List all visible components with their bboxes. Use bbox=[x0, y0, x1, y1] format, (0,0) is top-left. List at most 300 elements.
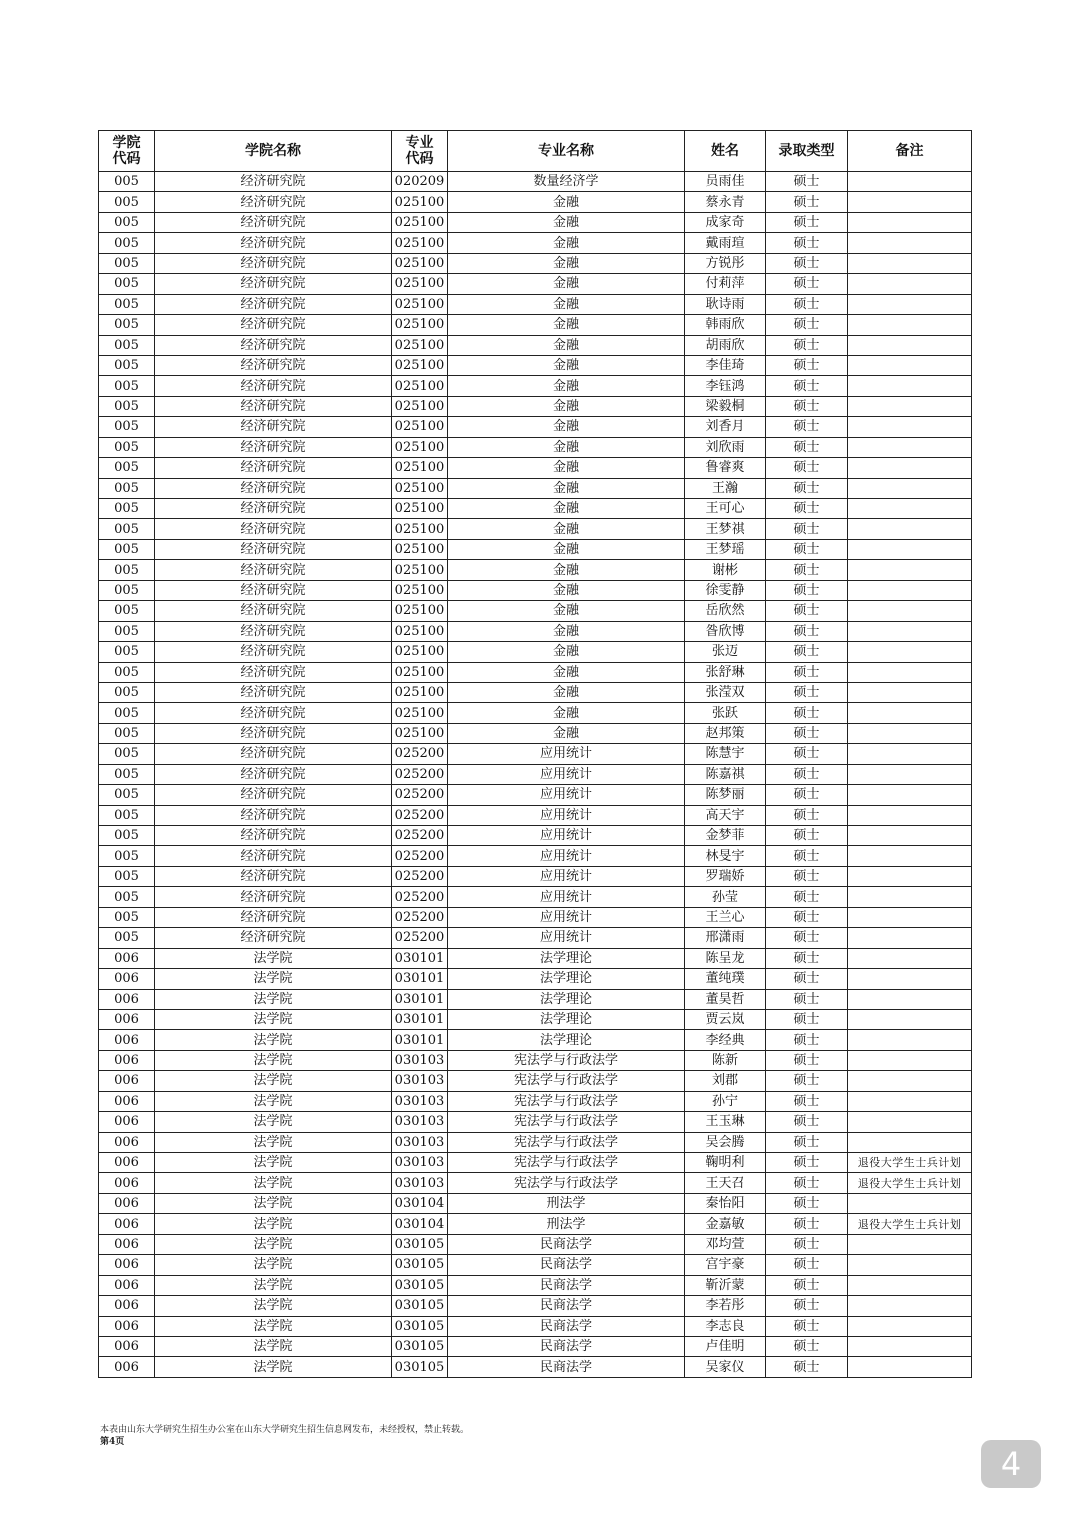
table-header-row bbox=[99, 131, 972, 172]
college-name-cell: 法学院 bbox=[155, 1275, 392, 1295]
table-row bbox=[99, 1009, 972, 1029]
college-name-cell: 法学院 bbox=[155, 1071, 392, 1091]
college-code-cell: 006 bbox=[99, 1173, 155, 1193]
admission-type-cell: 硕士 bbox=[766, 785, 848, 805]
remarks-cell bbox=[848, 723, 972, 743]
college-name-cell: 经济研究院 bbox=[155, 907, 392, 927]
remarks-cell: 退役大学生士兵计划 bbox=[848, 1214, 972, 1234]
table-row bbox=[99, 785, 972, 805]
table-row bbox=[99, 1153, 972, 1173]
major-code-cell: 030103 bbox=[392, 1132, 448, 1152]
major-name-cell: 金融 bbox=[448, 703, 685, 723]
table-row bbox=[99, 887, 972, 907]
college-name-cell: 经济研究院 bbox=[155, 703, 392, 723]
college-code-cell: 006 bbox=[99, 1275, 155, 1295]
major-code-cell: 025100 bbox=[392, 478, 448, 498]
major-name-cell: 应用统计 bbox=[448, 764, 685, 784]
college-code-cell: 005 bbox=[99, 928, 155, 948]
table-row bbox=[99, 928, 972, 948]
college-name-cell: 经济研究院 bbox=[155, 682, 392, 702]
college-name-cell: 经济研究院 bbox=[155, 478, 392, 498]
footer bbox=[100, 1424, 469, 1448]
remarks-cell bbox=[848, 601, 972, 621]
major-name-cell: 民商法学 bbox=[448, 1255, 685, 1275]
student-name-cell: 梁毅桐 bbox=[685, 396, 766, 416]
remarks-cell bbox=[848, 989, 972, 1009]
major-name-cell: 宪法学与行政法学 bbox=[448, 1071, 685, 1091]
admission-type-cell: 硕士 bbox=[766, 1316, 848, 1336]
major-name-cell: 宪法学与行政法学 bbox=[448, 1153, 685, 1173]
college-name-cell: 经济研究院 bbox=[155, 866, 392, 886]
major-name-cell: 应用统计 bbox=[448, 846, 685, 866]
remarks-cell bbox=[848, 928, 972, 948]
college-name-cell: 法学院 bbox=[155, 1112, 392, 1132]
major-code-cell: 025200 bbox=[392, 785, 448, 805]
table-row bbox=[99, 907, 972, 927]
major-name-cell: 民商法学 bbox=[448, 1336, 685, 1356]
college-code-cell: 006 bbox=[99, 948, 155, 968]
major-code-cell: 025200 bbox=[392, 866, 448, 886]
major-name-cell: 宪法学与行政法学 bbox=[448, 1112, 685, 1132]
major-code-cell: 030105 bbox=[392, 1275, 448, 1295]
admission-type-cell: 硕士 bbox=[766, 1132, 848, 1152]
admission-type-cell: 硕士 bbox=[766, 294, 848, 314]
major-name-cell: 刑法学 bbox=[448, 1214, 685, 1234]
college-code-cell: 005 bbox=[99, 396, 155, 416]
remarks-cell bbox=[848, 682, 972, 702]
admission-type-cell: 硕士 bbox=[766, 212, 848, 232]
student-name-cell: 蔡永青 bbox=[685, 192, 766, 212]
admission-type-cell: 硕士 bbox=[766, 1296, 848, 1316]
footer-notice: 本表由山东大学研究生招生办公室在山东大学研究生招生信息网发布，未经授权，禁止转载。 bbox=[100, 1425, 470, 1435]
college-name-cell: 法学院 bbox=[155, 1009, 392, 1029]
admission-type-cell: 硕士 bbox=[766, 192, 848, 212]
major-code-cell: 030105 bbox=[392, 1234, 448, 1254]
remarks-cell: 退役大学生士兵计划 bbox=[848, 1153, 972, 1173]
table-row bbox=[99, 519, 972, 539]
college-name-cell: 法学院 bbox=[155, 1050, 392, 1070]
table-row bbox=[99, 1091, 972, 1111]
admission-type-cell: 硕士 bbox=[766, 437, 848, 457]
college-code-cell: 006 bbox=[99, 1357, 155, 1377]
admission-type-cell: 硕士 bbox=[766, 274, 848, 294]
admission-type-cell: 硕士 bbox=[766, 601, 848, 621]
major-name-cell: 金融 bbox=[448, 539, 685, 559]
admission-type-cell: 硕士 bbox=[766, 1193, 848, 1213]
major-name-cell: 金融 bbox=[448, 601, 685, 621]
major-code-cell: 025100 bbox=[392, 376, 448, 396]
table-row bbox=[99, 355, 972, 375]
table-row bbox=[99, 396, 972, 416]
major-name-cell: 应用统计 bbox=[448, 928, 685, 948]
major-code-cell: 030105 bbox=[392, 1296, 448, 1316]
admission-type-cell: 硕士 bbox=[766, 580, 848, 600]
major-name-cell: 金融 bbox=[448, 642, 685, 662]
major-code-cell: 025100 bbox=[392, 274, 448, 294]
college-code-cell: 005 bbox=[99, 744, 155, 764]
remarks-cell: 退役大学生士兵计划 bbox=[848, 1173, 972, 1193]
student-name-cell: 邓均萱 bbox=[685, 1234, 766, 1254]
remarks-cell bbox=[848, 417, 972, 437]
student-name-cell: 李志良 bbox=[685, 1316, 766, 1336]
admission-type-cell: 硕士 bbox=[766, 560, 848, 580]
student-name-cell: 陈梦丽 bbox=[685, 785, 766, 805]
college-name-cell: 经济研究院 bbox=[155, 192, 392, 212]
major-code-cell: 030101 bbox=[392, 1030, 448, 1050]
admission-type-cell: 硕士 bbox=[766, 682, 848, 702]
header-major-code: 专业 代码 bbox=[392, 131, 448, 172]
remarks-cell bbox=[848, 1316, 972, 1336]
student-name-cell: 胡雨欣 bbox=[685, 335, 766, 355]
college-name-cell: 经济研究院 bbox=[155, 539, 392, 559]
table-row bbox=[99, 458, 972, 478]
table-row bbox=[99, 478, 972, 498]
major-name-cell: 金融 bbox=[448, 437, 685, 457]
table-row bbox=[99, 826, 972, 846]
table-row bbox=[99, 172, 972, 192]
remarks-cell bbox=[848, 212, 972, 232]
college-code-cell: 006 bbox=[99, 969, 155, 989]
remarks-cell bbox=[848, 1255, 972, 1275]
college-name-cell: 经济研究院 bbox=[155, 355, 392, 375]
major-code-cell: 025200 bbox=[392, 744, 448, 764]
admission-type-cell: 硕士 bbox=[766, 723, 848, 743]
table-row bbox=[99, 1234, 972, 1254]
major-code-cell: 030101 bbox=[392, 989, 448, 1009]
college-name-cell: 经济研究院 bbox=[155, 560, 392, 580]
admission-type-cell: 硕士 bbox=[766, 1357, 848, 1377]
college-code-cell: 006 bbox=[99, 1050, 155, 1070]
major-code-cell: 030101 bbox=[392, 969, 448, 989]
major-name-cell: 应用统计 bbox=[448, 744, 685, 764]
admission-type-cell: 硕士 bbox=[766, 846, 848, 866]
college-code-cell: 005 bbox=[99, 560, 155, 580]
major-name-cell: 民商法学 bbox=[448, 1296, 685, 1316]
table-row bbox=[99, 1050, 972, 1070]
student-name-cell: 孙莹 bbox=[685, 887, 766, 907]
admission-type-cell: 硕士 bbox=[766, 376, 848, 396]
admission-type-cell: 硕士 bbox=[766, 1336, 848, 1356]
table-row bbox=[99, 1214, 972, 1234]
college-code-cell: 005 bbox=[99, 376, 155, 396]
student-name-cell: 方锐彤 bbox=[685, 253, 766, 273]
student-name-cell: 李若彤 bbox=[685, 1296, 766, 1316]
table-row bbox=[99, 723, 972, 743]
major-code-cell: 025100 bbox=[392, 294, 448, 314]
header-remarks: 备注 bbox=[848, 131, 972, 172]
remarks-cell bbox=[848, 253, 972, 273]
student-name-cell: 徐雯静 bbox=[685, 580, 766, 600]
student-name-cell: 王兰心 bbox=[685, 907, 766, 927]
remarks-cell bbox=[848, 703, 972, 723]
major-code-cell: 025100 bbox=[392, 253, 448, 273]
college-name-cell: 法学院 bbox=[155, 1255, 392, 1275]
college-code-cell: 005 bbox=[99, 315, 155, 335]
college-name-cell: 法学院 bbox=[155, 969, 392, 989]
college-name-cell: 经济研究院 bbox=[155, 315, 392, 335]
remarks-cell bbox=[848, 396, 972, 416]
major-code-cell: 025200 bbox=[392, 887, 448, 907]
major-code-cell: 030103 bbox=[392, 1091, 448, 1111]
major-name-cell: 数量经济学 bbox=[448, 172, 685, 192]
admission-type-cell: 硕士 bbox=[766, 989, 848, 1009]
admission-type-cell: 硕士 bbox=[766, 499, 848, 519]
major-name-cell: 法学理论 bbox=[448, 948, 685, 968]
table-row bbox=[99, 1132, 972, 1152]
remarks-cell bbox=[848, 621, 972, 641]
table-row bbox=[99, 499, 972, 519]
table-row bbox=[99, 417, 972, 437]
major-code-cell: 025200 bbox=[392, 764, 448, 784]
college-name-cell: 经济研究院 bbox=[155, 621, 392, 641]
student-name-cell: 李经典 bbox=[685, 1030, 766, 1050]
major-code-cell: 030105 bbox=[392, 1357, 448, 1377]
admission-type-cell: 硕士 bbox=[766, 458, 848, 478]
table-row bbox=[99, 621, 972, 641]
admission-type-cell: 硕士 bbox=[766, 1091, 848, 1111]
student-name-cell: 孙宁 bbox=[685, 1091, 766, 1111]
major-name-cell: 金融 bbox=[448, 417, 685, 437]
admission-type-cell: 硕士 bbox=[766, 764, 848, 784]
student-name-cell: 张滢双 bbox=[685, 682, 766, 702]
college-name-cell: 经济研究院 bbox=[155, 396, 392, 416]
remarks-cell bbox=[848, 785, 972, 805]
admission-type-cell: 硕士 bbox=[766, 642, 848, 662]
college-code-cell: 005 bbox=[99, 662, 155, 682]
admission-type-cell: 硕士 bbox=[766, 253, 848, 273]
college-name-cell: 经济研究院 bbox=[155, 212, 392, 232]
college-code-cell: 006 bbox=[99, 1091, 155, 1111]
major-name-cell: 民商法学 bbox=[448, 1357, 685, 1377]
major-name-cell: 应用统计 bbox=[448, 826, 685, 846]
major-name-cell: 金融 bbox=[448, 499, 685, 519]
college-code-cell: 005 bbox=[99, 233, 155, 253]
admission-type-cell: 硕士 bbox=[766, 1112, 848, 1132]
major-code-cell: 025100 bbox=[392, 355, 448, 375]
college-code-cell: 005 bbox=[99, 907, 155, 927]
admission-type-cell: 硕士 bbox=[766, 1275, 848, 1295]
college-code-cell: 006 bbox=[99, 1234, 155, 1254]
table-row bbox=[99, 1193, 972, 1213]
admission-type-cell: 硕士 bbox=[766, 1173, 848, 1193]
table-row bbox=[99, 539, 972, 559]
table-row bbox=[99, 580, 972, 600]
remarks-cell bbox=[848, 478, 972, 498]
major-code-cell: 025200 bbox=[392, 846, 448, 866]
college-code-cell: 005 bbox=[99, 682, 155, 702]
table-row bbox=[99, 1255, 972, 1275]
college-code-cell: 005 bbox=[99, 723, 155, 743]
admission-type-cell: 硕士 bbox=[766, 233, 848, 253]
table-row bbox=[99, 192, 972, 212]
college-name-cell: 经济研究院 bbox=[155, 437, 392, 457]
table-row bbox=[99, 1112, 972, 1132]
college-name-cell: 经济研究院 bbox=[155, 928, 392, 948]
major-name-cell: 刑法学 bbox=[448, 1193, 685, 1213]
college-name-cell: 经济研究院 bbox=[155, 376, 392, 396]
table-row bbox=[99, 805, 972, 825]
major-name-cell: 金融 bbox=[448, 355, 685, 375]
student-name-cell: 刘郡 bbox=[685, 1071, 766, 1091]
major-name-cell: 金融 bbox=[448, 233, 685, 253]
college-name-cell: 经济研究院 bbox=[155, 580, 392, 600]
admission-type-cell: 硕士 bbox=[766, 1214, 848, 1234]
remarks-cell bbox=[848, 662, 972, 682]
remarks-cell bbox=[848, 887, 972, 907]
major-name-cell: 金融 bbox=[448, 723, 685, 743]
student-name-cell: 昝欣博 bbox=[685, 621, 766, 641]
major-code-cell: 025100 bbox=[392, 642, 448, 662]
major-code-cell: 025200 bbox=[392, 805, 448, 825]
college-code-cell: 005 bbox=[99, 601, 155, 621]
college-name-cell: 法学院 bbox=[155, 1132, 392, 1152]
table-row bbox=[99, 764, 972, 784]
major-name-cell: 金融 bbox=[448, 335, 685, 355]
college-code-cell: 005 bbox=[99, 703, 155, 723]
major-name-cell: 应用统计 bbox=[448, 887, 685, 907]
major-name-cell: 金融 bbox=[448, 560, 685, 580]
major-code-cell: 030103 bbox=[392, 1153, 448, 1173]
header-admission-type: 录取类型 bbox=[766, 131, 848, 172]
admission-type-cell: 硕士 bbox=[766, 355, 848, 375]
table-row bbox=[99, 989, 972, 1009]
major-name-cell: 应用统计 bbox=[448, 785, 685, 805]
college-name-cell: 经济研究院 bbox=[155, 253, 392, 273]
remarks-cell bbox=[848, 355, 972, 375]
major-code-cell: 025100 bbox=[392, 580, 448, 600]
college-name-cell: 经济研究院 bbox=[155, 601, 392, 621]
remarks-cell bbox=[848, 1112, 972, 1132]
remarks-cell bbox=[848, 539, 972, 559]
table-row bbox=[99, 1336, 972, 1356]
admission-type-cell: 硕士 bbox=[766, 478, 848, 498]
header-college-name: 学院名称 bbox=[155, 131, 392, 172]
major-name-cell: 应用统计 bbox=[448, 805, 685, 825]
college-name-cell: 法学院 bbox=[155, 1091, 392, 1111]
college-name-cell: 法学院 bbox=[155, 1357, 392, 1377]
admission-type-cell: 硕士 bbox=[766, 928, 848, 948]
college-name-cell: 经济研究院 bbox=[155, 723, 392, 743]
remarks-cell bbox=[848, 580, 972, 600]
admission-type-cell: 硕士 bbox=[766, 335, 848, 355]
major-name-cell: 法学理论 bbox=[448, 969, 685, 989]
remarks-cell bbox=[848, 948, 972, 968]
major-name-cell: 应用统计 bbox=[448, 866, 685, 886]
college-code-cell: 005 bbox=[99, 458, 155, 478]
major-code-cell: 025100 bbox=[392, 212, 448, 232]
student-name-cell: 罗瑞娇 bbox=[685, 866, 766, 886]
table-row bbox=[99, 1173, 972, 1193]
college-name-cell: 经济研究院 bbox=[155, 233, 392, 253]
admission-type-cell: 硕士 bbox=[766, 539, 848, 559]
remarks-cell bbox=[848, 1275, 972, 1295]
major-code-cell: 030103 bbox=[392, 1050, 448, 1070]
major-name-cell: 金融 bbox=[448, 212, 685, 232]
major-name-cell: 金融 bbox=[448, 253, 685, 273]
remarks-cell bbox=[848, 1357, 972, 1377]
college-code-cell: 006 bbox=[99, 1030, 155, 1050]
college-code-cell: 005 bbox=[99, 621, 155, 641]
admission-type-cell: 硕士 bbox=[766, 621, 848, 641]
major-code-cell: 030101 bbox=[392, 1009, 448, 1029]
remarks-cell bbox=[848, 1071, 972, 1091]
college-name-cell: 经济研究院 bbox=[155, 519, 392, 539]
student-name-cell: 鲁睿爽 bbox=[685, 458, 766, 478]
major-code-cell: 030103 bbox=[392, 1173, 448, 1193]
student-name-cell: 王天召 bbox=[685, 1173, 766, 1193]
admission-type-cell: 硕士 bbox=[766, 519, 848, 539]
table-row bbox=[99, 233, 972, 253]
table-row bbox=[99, 253, 972, 273]
major-name-cell: 金融 bbox=[448, 376, 685, 396]
remarks-cell bbox=[848, 376, 972, 396]
major-name-cell: 宪法学与行政法学 bbox=[448, 1050, 685, 1070]
major-code-cell: 030101 bbox=[392, 948, 448, 968]
footer-page-label: 第4页 bbox=[100, 1437, 125, 1447]
admission-type-cell: 硕士 bbox=[766, 396, 848, 416]
table-row bbox=[99, 376, 972, 396]
admission-type-cell: 硕士 bbox=[766, 417, 848, 437]
student-name-cell: 张跃 bbox=[685, 703, 766, 723]
college-code-cell: 005 bbox=[99, 805, 155, 825]
admission-type-cell: 硕士 bbox=[766, 172, 848, 192]
college-code-cell: 006 bbox=[99, 1193, 155, 1213]
admission-type-cell: 硕士 bbox=[766, 1153, 848, 1173]
college-code-cell: 005 bbox=[99, 192, 155, 212]
student-name-cell: 卢佳明 bbox=[685, 1336, 766, 1356]
college-name-cell: 经济研究院 bbox=[155, 887, 392, 907]
college-code-cell: 006 bbox=[99, 989, 155, 1009]
table-row bbox=[99, 274, 972, 294]
college-code-cell: 005 bbox=[99, 826, 155, 846]
student-name-cell: 秦怡阳 bbox=[685, 1193, 766, 1213]
remarks-cell bbox=[848, 519, 972, 539]
table-row bbox=[99, 682, 972, 702]
student-name-cell: 金嘉敏 bbox=[685, 1214, 766, 1234]
college-code-cell: 006 bbox=[99, 1316, 155, 1336]
college-code-cell: 006 bbox=[99, 1153, 155, 1173]
major-code-cell: 025100 bbox=[392, 396, 448, 416]
admission-type-cell: 硕士 bbox=[766, 1050, 848, 1070]
student-name-cell: 鞠明利 bbox=[685, 1153, 766, 1173]
college-name-cell: 法学院 bbox=[155, 1153, 392, 1173]
major-name-cell: 金融 bbox=[448, 192, 685, 212]
college-name-cell: 经济研究院 bbox=[155, 642, 392, 662]
admission-type-cell: 硕士 bbox=[766, 887, 848, 907]
remarks-cell bbox=[848, 1050, 972, 1070]
remarks-cell bbox=[848, 1030, 972, 1050]
table-row bbox=[99, 744, 972, 764]
college-code-cell: 005 bbox=[99, 887, 155, 907]
student-name-cell: 董昊哲 bbox=[685, 989, 766, 1009]
major-code-cell: 030105 bbox=[392, 1316, 448, 1336]
college-code-cell: 005 bbox=[99, 478, 155, 498]
major-code-cell: 025200 bbox=[392, 826, 448, 846]
college-code-cell: 006 bbox=[99, 1296, 155, 1316]
major-code-cell: 030103 bbox=[392, 1071, 448, 1091]
remarks-cell bbox=[848, 969, 972, 989]
major-name-cell: 应用统计 bbox=[448, 907, 685, 927]
remarks-cell bbox=[848, 764, 972, 784]
table-row bbox=[99, 1296, 972, 1316]
remarks-cell bbox=[848, 744, 972, 764]
remarks-cell bbox=[848, 1296, 972, 1316]
student-name-cell: 刘香月 bbox=[685, 417, 766, 437]
table-row bbox=[99, 1316, 972, 1336]
major-name-cell: 金融 bbox=[448, 315, 685, 335]
student-name-cell: 刘欣雨 bbox=[685, 437, 766, 457]
college-code-cell: 005 bbox=[99, 539, 155, 559]
